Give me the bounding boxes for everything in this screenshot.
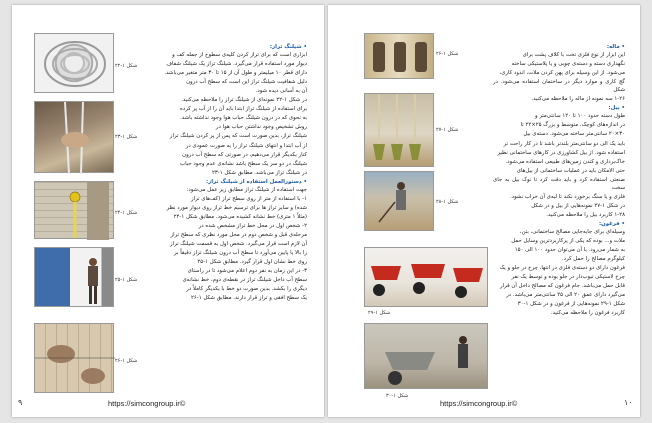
figure-caption: شکل ۱-۲۷ xyxy=(436,127,459,133)
paragraph-line: از آب ابتدا و انتهای شیلنگ تراز را به صورت عمودی در xyxy=(185,142,307,149)
paragraph-line: فرغون دارای دو دسته‌ی فلزی در انتها، چرخ در جلو و یک xyxy=(499,265,625,272)
paragraph-line: استفاده شود. از بیل کشاورزی در کارهای ساختمانی نظیر xyxy=(497,149,625,156)
figure-trowels-photo xyxy=(364,33,434,79)
paragraph-line: سطح آب داخل شیلنگ تراز در نقطه‌ی دوم، خط نشانه‌ی xyxy=(182,277,307,284)
paragraph-line: در اندازه‌های کوچک، متوسط و بزرگ ۲۵×۲۲ تا xyxy=(520,122,625,129)
section-heading-hose-instructions: • دستورالعمل استفاده از شیلنگ تراز: xyxy=(206,178,307,185)
footer-url[interactable]: https://simcongroup.ir© xyxy=(108,399,186,408)
worker-figure-icon xyxy=(35,248,115,308)
paragraph-line: کاربرد فرغون را ملاحظه می‌کنید. xyxy=(550,310,625,317)
figure-caption: شکل ۱-۲۶ xyxy=(115,358,138,364)
paragraph-line: ۱- با استفاده از متر از روی سطح تراز (کف‌های تراز xyxy=(190,195,307,202)
page-number: ۱۰ xyxy=(624,398,633,407)
paragraph-line: باید یک الی دو سانتی‌متر بلندتر باشد تا در کار راحت تر xyxy=(503,140,625,147)
figure-wheelbarrows-photo xyxy=(364,247,488,307)
paragraph-line: نگهداری دسته و دسته‌ی چوبی و یا پلاستیکی ساخته xyxy=(511,61,625,68)
paragraph-line: فلزی و یا سنگ برخورد نکند تا لبه‌ی آن خراب نشود. xyxy=(510,193,625,200)
figure-shovels-photo xyxy=(364,93,434,167)
figure-bubble-check-photo xyxy=(34,101,114,173)
figure-level-hose-photo xyxy=(34,33,114,93)
right-page xyxy=(328,5,640,417)
figure-caption: شکل ۱-۲۳ xyxy=(115,134,138,140)
paragraph-line: در شکل ۱-۲۲ نمونه‌ای از شیلنگ تراز را ملاحظه می‌کنید. xyxy=(181,97,307,104)
paragraph-line: کنار یکدیگر قرار می‌دهیم، در صورتی که سطح آب درون xyxy=(182,151,307,158)
paragraph-line: دارای قطر ۱۰ میلیمتر و طول آن از ۱۵ تا ۳۰ متر متغیر می‌باشد. xyxy=(164,70,307,77)
paragraph-line: جهت استفاده از شیلنگ تراز مطابق زیر عمل می‌شود: xyxy=(186,186,307,193)
figure-first-person-photo xyxy=(34,247,114,307)
figure-caption: شکل ۱-۲۹ xyxy=(368,310,391,316)
paragraph-line: خاک‌برداری و کندن زمین‌های طبیعی استفاده می‌شود. xyxy=(505,158,625,165)
paragraph-line: کیلوگرم مصالح را حمل کرد. xyxy=(561,256,625,263)
worker-with-wheelbarrow-icon xyxy=(365,324,489,390)
paragraph-line: به نحوی که در درون شیلنگ حباب هوا وجود نداشته باشد. xyxy=(180,115,307,122)
paragraph-line: ملات و... بوده که یکی از پرکاربردترین وسایل حمل xyxy=(511,238,625,245)
paragraph-line: ۳۰×۲۰ سانتی‌متر ساخته می‌شود. دسته‌ی بیل xyxy=(523,131,625,138)
left-page xyxy=(12,5,324,417)
paragraph-line: وسیله‌ای برای جابه‌جایی مصالح ساختمانی، بتن، xyxy=(519,228,625,235)
section-body-wheelbarrow xyxy=(493,228,625,317)
paragraph-line: حتی الامکان باید در عملیات ساختمانی از بیل‌های xyxy=(516,167,625,174)
section-heading-shovel: • بیل: xyxy=(608,105,625,112)
section-body-level-hose xyxy=(157,51,307,177)
paragraph-line: مرحله‌ی قبل و شخص دوم در محل مورد نظری که سطح تراز xyxy=(170,231,307,238)
paragraph-line: ابزاری است که برای تراز کردن کلیه‌ی سطوح از جمله کف و xyxy=(172,52,307,59)
paragraph-line: صنعتی استفاده کرد و باید دقت کرد تا نوک بیل به جای سخت xyxy=(493,176,625,191)
paragraph-line: دلیل شفافیت شیلنگ تراز این است که سطح آب درون xyxy=(186,79,307,86)
figure-mark-line-photo xyxy=(34,181,114,239)
paragraph-line: دیوار مورد استفاده قرار می‌گیرد. شیلنگ تراز یک شیلنگ شفاف xyxy=(166,61,307,68)
paragraph-line: آن لازم است قرار می‌گیرد. شخص اول به قسمت شیلنگ تراز xyxy=(170,241,307,248)
page-number: ۹ xyxy=(18,398,23,407)
footer-url[interactable]: https://simcongroup.ir© xyxy=(440,399,518,408)
paragraph-line: طول دسته حدود ۱۰۰ تا ۱۲۰ سانتی‌متر و xyxy=(535,113,625,120)
paragraph-line: شده) و سایر تراز ها برای ترسیم خط تراز روی دیوار مورد نظر xyxy=(166,204,307,211)
figure-caption: شکل ۱-۲۴ xyxy=(115,210,138,216)
figure-caption: شکل ۱-۲۸ xyxy=(436,199,459,205)
paragraph-line: روش تشخیص وجود نداشتن حباب هوا در xyxy=(215,124,307,131)
paragraph-line: را بالا یا پایین می‌آورد تا سطح آب درون شیلنگ تراز دقیقاً بر xyxy=(174,250,307,257)
paragraph-line: (مثلاً ۱ متری) خط نشانه کشیده می‌شود. مطابق شکل ۱-۲۴ xyxy=(173,213,307,220)
paragraph-line: ۲- شخص اول در محل خط تراز مشخص شده در xyxy=(198,222,307,229)
paragraph-line: آن به آسانی دیده شود. xyxy=(255,88,307,95)
paragraph-line: روی خط نشان اول قرار گیرد. مطابق شکل ۱-۲۵ xyxy=(197,259,307,266)
figure-caption: شکل ۱-۲۲ xyxy=(115,63,138,69)
paragraph-line: یک سطح افقی و تراز قرار دارند. مطابق شکل ۱-۲۶ xyxy=(190,295,307,302)
paragraph-line: ۱-۲۶ سه نمونه از ماله را ملاحظه می‌کنید. xyxy=(531,96,625,103)
paragraph-line: این ابزار از نوع فلزی تخت با کلاف پشت برای xyxy=(522,52,625,59)
figure-second-mark-photo xyxy=(34,323,114,393)
hand-marking-icon xyxy=(35,324,115,394)
figure-caption: شکل ۱-۳۰ xyxy=(386,393,409,399)
trowel-icon xyxy=(365,34,435,80)
figure-wheelbarrow-use-photo xyxy=(364,323,488,389)
figure-shovel-use-photo xyxy=(364,171,434,231)
section-body-trowel xyxy=(493,51,625,103)
right-text-column xyxy=(493,43,625,318)
section-heading-trowel: • ماله: xyxy=(606,44,625,50)
left-text-column xyxy=(157,43,307,303)
paragraph-line: در شکل ۱-۲۷ نمونه‌هایی از بیل و در شکل xyxy=(531,202,625,209)
paragraph-line: شیلنگ تراز، بدین صورت است که پس از پر کردن شیلنگ تراز xyxy=(169,133,307,140)
digging-worker-icon xyxy=(365,172,435,232)
paragraph-line: گچ کاری و موارد دیگر در ساختمان استفاده می‌شود. در شکل xyxy=(493,79,625,94)
section-heading-wheelbarrow: • فرغون: xyxy=(598,220,625,227)
shovel-icon xyxy=(365,94,435,168)
paragraph-line: شیلنگ در دو سر یک سطح باشد نشانه‌ی عدم وجود حباب xyxy=(180,160,307,167)
paragraph-line: شکل ۱-۲۹ نمونه‌هایی از فرغون و در شکل ۱-۳۰ xyxy=(517,301,625,308)
section-body-hose-instructions xyxy=(157,186,307,303)
hose-coil-icon xyxy=(35,34,115,94)
paragraph-line: در شیلنگ تراز می‌باشد. مطابق شکل ۱-۲۳ xyxy=(211,169,307,176)
paragraph-line: می‌گیرد دارای عمق ۲۰ الی ۲۵ سانتی‌متر می‌باشد. در xyxy=(506,292,625,299)
paragraph-line: برای استفاده از شیلنگ تراز ابتدا باید آن را از آب پر کرده xyxy=(180,106,307,113)
tape-measure-icon xyxy=(35,182,115,240)
paragraph-line: ۱-۲۸ کاربرد بیل را ملاحظه می‌کنید. xyxy=(546,211,625,218)
figure-caption: شکل ۱-۲۶ xyxy=(436,51,459,57)
paragraph-line: می‌شود. از این وسیله برای پهن کردن ملات، اندود کاری، xyxy=(499,70,625,77)
paragraph-line: چرخ لاستیکی تیوب‌دار در جلو بوده و توسط یک نفر xyxy=(511,274,625,281)
section-heading-level-hose: • شیلنگ تراز: xyxy=(269,44,307,50)
wheelbarrow-icon xyxy=(365,248,489,308)
paragraph-line: قابل حمل می‌باشد. جام فرغون که مصالح داخل آن قرار xyxy=(500,283,625,290)
paragraph-line: ۳- در این زمان به نفر دوم اعلام می‌شود تا در راستای xyxy=(187,268,307,275)
hose-hands-icon xyxy=(35,102,115,174)
paragraph-line: دیگری را بکشد. بدین صورت دو خط با یکدیگر کاملاً در xyxy=(186,286,307,293)
section-body-shovel xyxy=(493,112,625,219)
paragraph-line: به شمار می‌رود. با آن می‌توان حدود ۱۰۰ الی ۱۵۰ xyxy=(514,247,625,254)
figure-caption: شکل ۱-۲۵ xyxy=(115,277,138,283)
